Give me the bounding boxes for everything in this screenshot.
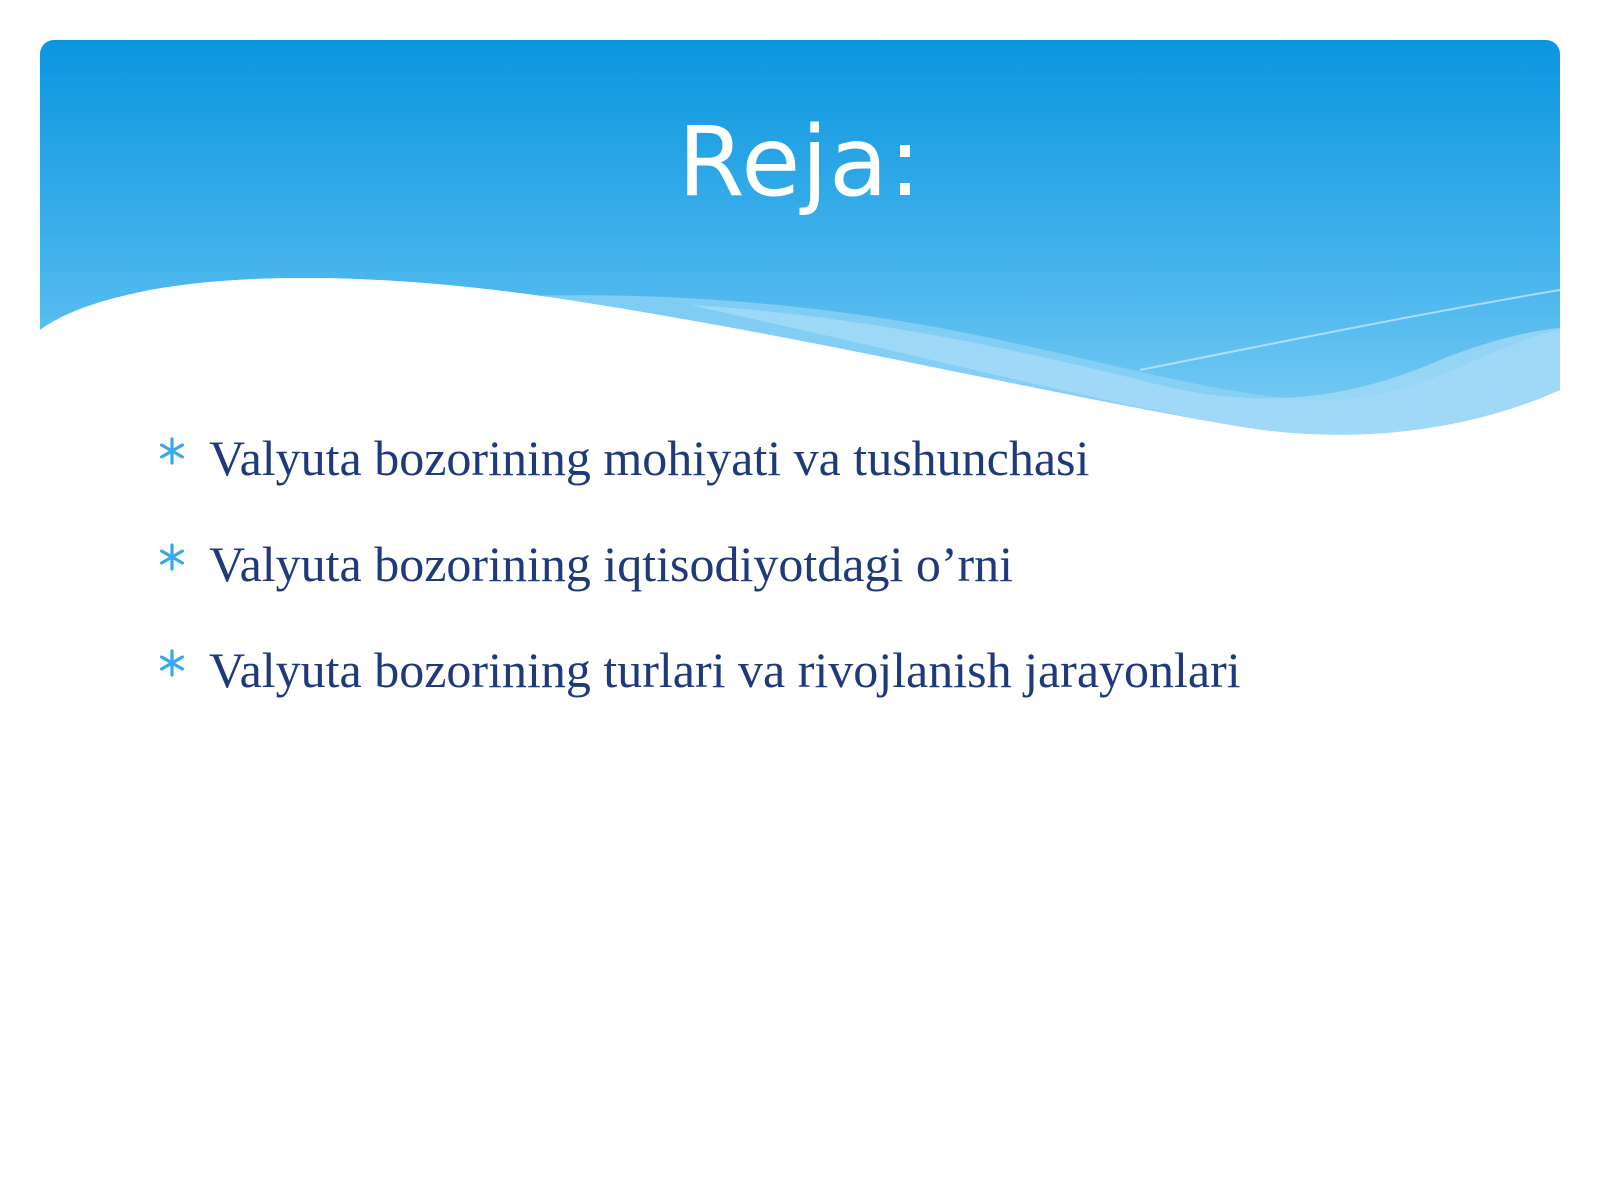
- bullet-item: [155, 640, 1505, 746]
- header-wave-background: [40, 40, 1560, 450]
- bullet-item: [155, 534, 1505, 640]
- bullet-text: Valyuta bozorining turlari va rivojlanish jarayonlari: [209, 642, 1241, 698]
- asterisk-icon: [157, 436, 187, 466]
- bullet-item: [155, 428, 1505, 534]
- bullet-text: Valyuta bozorining mohiyati va tushunchasi: [209, 430, 1090, 486]
- bullet-list: [155, 428, 1505, 746]
- slide-title: Reja:: [677, 106, 923, 218]
- asterisk-icon: [157, 648, 187, 678]
- bullet-text: Valyuta bozorining iqtisodiyotdagi o’rni: [209, 536, 1014, 592]
- asterisk-icon: [157, 542, 187, 572]
